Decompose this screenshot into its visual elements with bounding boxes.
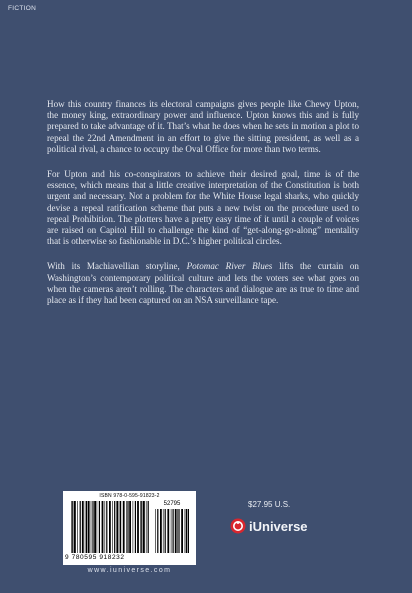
back-cover-blurb [47,99,359,320]
ean-digits: 9 780595 918232 [65,554,125,561]
publisher-name: iUniverse [249,518,308,534]
genre-label: FICTION [8,5,37,12]
publisher-brand [230,518,308,534]
blurb-paragraph-2: For Upton and his co-conspirators to achieve their desired goal, time is of the essence, which means that a little creative interpretation of the Constitution is both urgent and necessary. Not a problem for the White House legal sharks, who quickly devise a repeal ratification scheme that puts a new twist on the procedure used to repeal Prohibition. The plotters have a pretty easy time of it until a couple of voices are raised on Capitol Hill to challenge the kind of “get-along-go-along” mentality that is otherwise so fashionable in D.C.’s higher political circles. [47,169,359,247]
price-code-barcode [155,509,189,553]
iuniverse-logo-icon [230,518,246,534]
blurb-paragraph-3 [47,261,359,306]
price-code-number: 52795 [163,501,181,507]
publisher-website: www.iuniverse.com [87,567,172,574]
blurb-paragraph-1: How this country finances its electoral campaigns gives people like Chewy Upton, the money king, extraordinary power and influence. Upton knows this and is fully prepared to take advantage of it. That’s what he does when he sets in motion a plot to repeal the 22nd Amendment in an effort to give the sitting president, as well as a political rival, a chance to occupy the Oval Office for more than two terms. [47,99,359,154]
book-title-inline: Potomac River Blues [186,261,273,272]
blurb-p3-end: lifts the curtain on Washington’s contemporary political culture and lets the voters see what goes on when the cameras aren’t rolling. The characters and dialogue are as true to time and place as if they had been captured on an NSA surveillance tape. [47,261,359,306]
price: $27.95 U.S. [248,500,291,509]
isbn-text: ISBN 978-0-595-91823-2 [99,493,160,499]
barcode-box [63,491,196,565]
blurb-p3-start: With its Machiavellian storyline, [47,261,187,272]
isbn-barcode [71,501,149,553]
